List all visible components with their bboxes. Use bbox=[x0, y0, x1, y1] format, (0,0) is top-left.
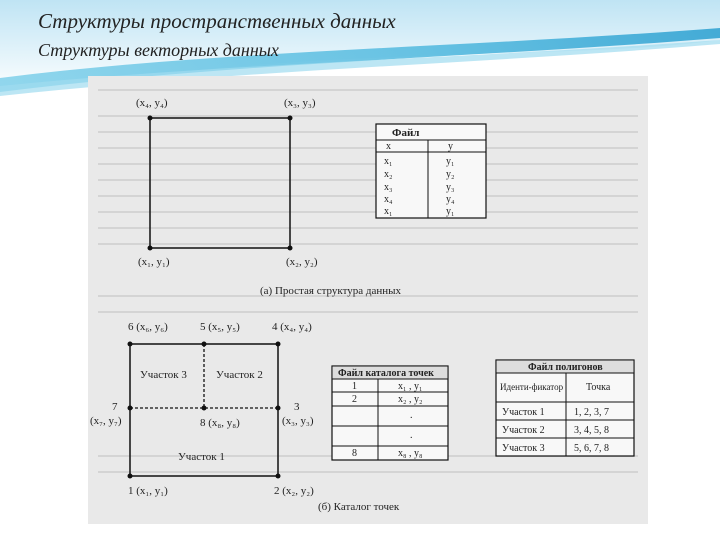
slide-subtitle: Структуры векторных данных bbox=[38, 40, 279, 60]
polygon-table-title: Файл полигонов bbox=[528, 362, 603, 373]
point-label-8: 8 (x₈, y₈) bbox=[200, 417, 240, 429]
corner-label-bottom-right: (x₂, y₂) bbox=[286, 256, 318, 268]
catalog-row bbox=[410, 410, 413, 421]
point-label-2: 2 (x₂, y₂) bbox=[274, 485, 314, 497]
corner-label-top-right: (x₃, y₃) bbox=[284, 97, 316, 109]
figure-b-caption: (б) Каталог точек bbox=[318, 501, 400, 513]
cell-area: Участок 2 bbox=[502, 425, 545, 436]
scanned-figure bbox=[88, 76, 648, 524]
figure-b bbox=[90, 321, 634, 513]
point-label-3-number: 3 bbox=[294, 401, 300, 413]
corner-label-top-left: (x₄, y₄) bbox=[136, 97, 168, 109]
polygon-header-points: Точка bbox=[586, 382, 611, 393]
cell-x: x₄ bbox=[384, 194, 393, 205]
cell-area: Участок 3 bbox=[502, 443, 545, 454]
cell-coords: x₁ , y₁ bbox=[398, 381, 423, 392]
cell-x: x₃ bbox=[384, 182, 393, 193]
cell-coords: x₈ , y₈ bbox=[398, 448, 423, 459]
cell-coords: x₂ , y₂ bbox=[398, 394, 423, 405]
point-label-7: (x₇, y₇) bbox=[90, 415, 122, 427]
cell-area: Участок 1 bbox=[502, 407, 545, 418]
file-table-title: Файл bbox=[392, 127, 420, 139]
cell-id: 8 bbox=[352, 448, 357, 459]
cell-y: y₃ bbox=[446, 182, 455, 193]
col-x-header: x bbox=[386, 141, 391, 152]
cell-y: y₁ bbox=[446, 206, 455, 217]
cell-x: x₁ bbox=[384, 156, 393, 167]
corner-label-bottom-left: (x₁, y₁) bbox=[138, 256, 170, 268]
point-label-7-number: 7 bbox=[112, 401, 118, 413]
point-label-4: 4 (x₄, y₄) bbox=[272, 321, 312, 333]
catalog-title: Файл каталога точек bbox=[338, 368, 434, 379]
area-label-2: Участок 2 bbox=[216, 369, 263, 381]
figure-a-caption: (а) Простая структура данных bbox=[260, 285, 402, 297]
point-catalog-table bbox=[332, 366, 448, 460]
point-label-1: 1 (x₁, y₁) bbox=[128, 485, 168, 497]
cell-coords: . bbox=[410, 430, 413, 441]
cell-y: y₂ bbox=[446, 169, 455, 180]
cell-y: y₄ bbox=[446, 194, 455, 205]
point-label-5: 5 (x₅, y₅) bbox=[200, 321, 240, 333]
cell-x: x₂ bbox=[384, 169, 393, 180]
cell-id: 1 bbox=[352, 381, 357, 392]
cell-points: 3, 4, 5, 8 bbox=[574, 425, 609, 436]
area-label-3: Участок 3 bbox=[140, 369, 187, 381]
polygon-file-table bbox=[496, 360, 634, 456]
catalog-row bbox=[410, 430, 413, 441]
cell-id: 2 bbox=[352, 394, 357, 405]
cell-points: 5, 6, 7, 8 bbox=[574, 443, 609, 454]
point-label-3: (x₃, y₃) bbox=[282, 415, 314, 427]
area-label-1: Участок 1 bbox=[178, 451, 225, 463]
polygon-header-id: Иденти-фикатор bbox=[500, 382, 564, 392]
figure-drawing bbox=[88, 76, 648, 524]
cell-coords: . bbox=[410, 410, 413, 421]
cell-x: x₁ bbox=[384, 206, 393, 217]
cell-y: y₁ bbox=[446, 156, 455, 167]
col-y-header: y bbox=[448, 141, 453, 152]
point-label-6: 6 (x₆, y₆) bbox=[128, 321, 168, 333]
slide-title: Структуры пространственных данных bbox=[38, 9, 396, 33]
cell-points: 1, 2, 3, 7 bbox=[574, 407, 609, 418]
coordinate-file-table bbox=[376, 124, 486, 218]
